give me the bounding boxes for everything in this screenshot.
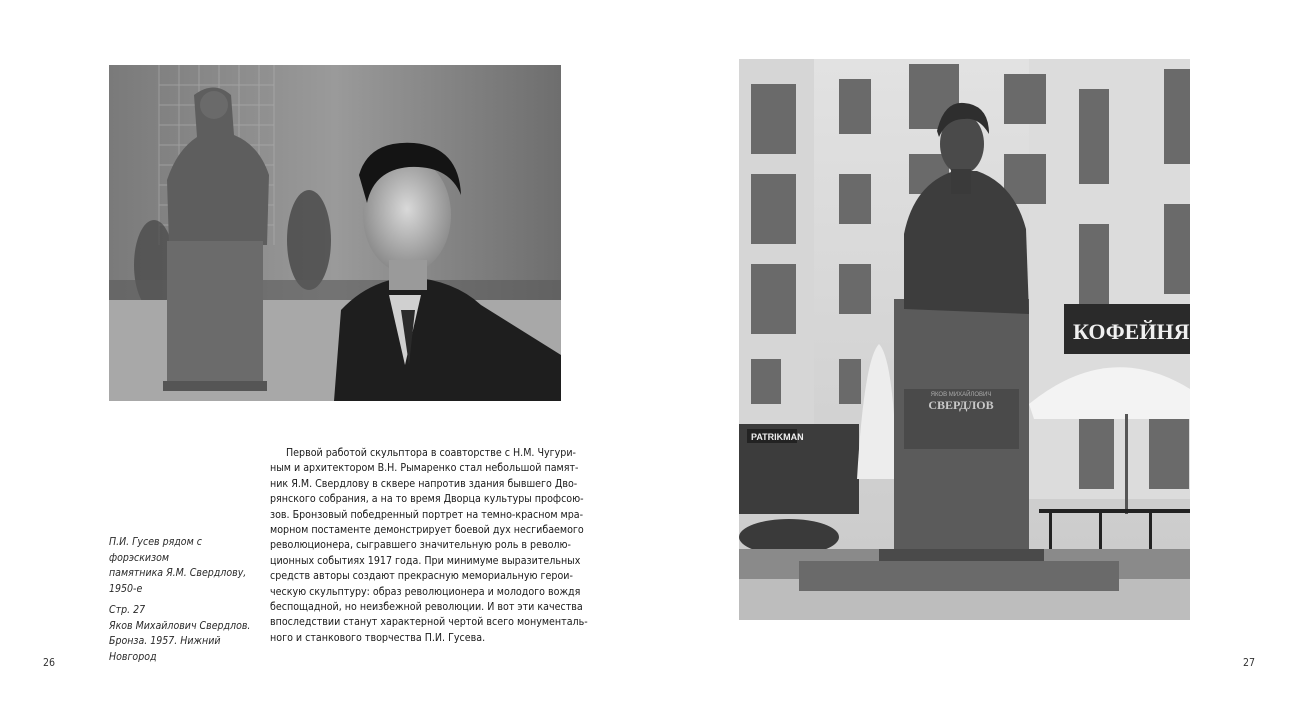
- monument-photo: [739, 59, 1190, 620]
- body-line: зов. Бронзовый победренный портрет на темно-красном мра-: [270, 508, 584, 521]
- pedestal-small-text: ЯКОВ МИХАЙЛОВИЧ: [930, 392, 992, 398]
- body-line: рянского собрания, а на то время Дворца культуры профсою-: [270, 493, 584, 506]
- body-line: ционных событиях 1917 года. При минимуме выразительных: [270, 554, 581, 567]
- body-line: ным и архитектором В.Н. Рымаренко стал небольшой памят-: [270, 462, 579, 475]
- caption-line: 1950-е: [109, 582, 143, 595]
- pedestal-name: СВЕРДЛОВ: [928, 398, 994, 412]
- body-line: морном постаменте демонстрирует боевой дух несгибаемого: [270, 523, 584, 536]
- page-number: 26: [43, 657, 56, 669]
- photo-caption: [109, 535, 259, 671]
- photo-sculptor-portrait-icon: [109, 65, 561, 401]
- body-line: ник Я.М. Свердлову в сквере напротив здания бывшего Дво-: [270, 477, 578, 490]
- caption-line: П.И. Гусев рядом с форэскизом: [109, 536, 202, 564]
- body-text: [270, 446, 588, 646]
- body-line: впоследствии станут характерной чертой всего монументаль-: [270, 616, 588, 629]
- caption-line: памятника Я.М. Свердлову,: [109, 567, 247, 579]
- shop-sign: PATRIKMAN: [751, 432, 804, 442]
- caption-line: Стр. 27: [109, 604, 146, 616]
- body-line: Первой работой скульптора в соавторстве с Н.М. Чугури-: [286, 447, 576, 459]
- cafe-sign: КОФЕЙНЯ: [1073, 319, 1190, 344]
- body-line: беспощадной, но неизбежной революции. И вот эти качества: [270, 600, 583, 613]
- sculptor-portrait-photo: [109, 65, 561, 401]
- body-line: ного и станкового творчества П.И. Гусева.: [270, 631, 486, 644]
- caption-line: Яков Михайлович Свердлов.: [109, 619, 251, 632]
- caption-line: Бронза. 1957. Нижний Новгород: [109, 635, 221, 663]
- page-number: 27: [1243, 657, 1256, 669]
- body-line: средств авторы создают прекрасную мемориальную герои-: [270, 570, 573, 583]
- body-line: ческую скульптуру: образ революционера и молодого вождя: [270, 585, 581, 598]
- photo-monument-icon: [739, 59, 1190, 620]
- body-line: революционера, сыгравшего значительную роль в револю-: [270, 539, 571, 552]
